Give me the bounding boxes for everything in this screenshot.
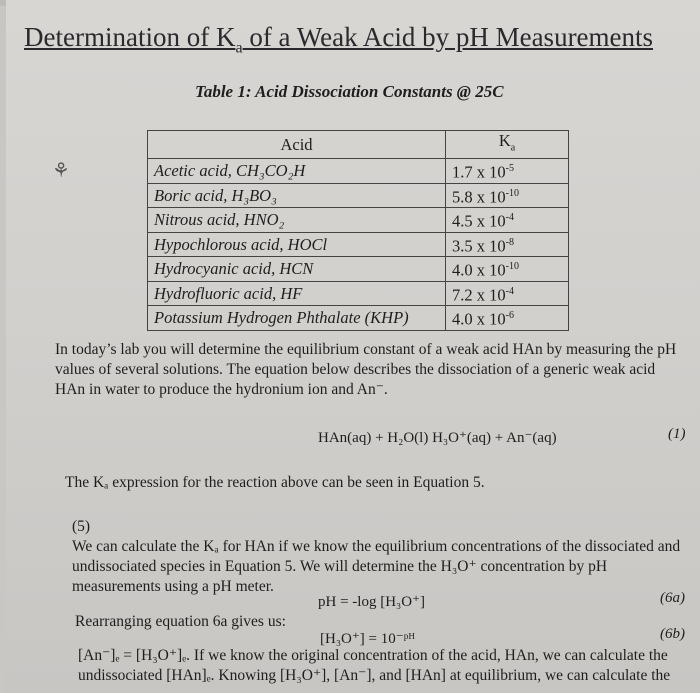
equation-6a-number: (6a) <box>660 590 685 606</box>
page-title: Determination of $K_a$ of a Weak Acid by pH Measurements <box>24 22 654 57</box>
intro-paragraph: In today’s lab you will determine the equilibrium constant of a weak acid HAn by measuring the pH values of several solutions. The equation below describes the dissociation of a generic weak acid HAn in water to produce the hydronium ion and An⁻. <box>55 341 677 398</box>
equation-6b: [H₃O⁺] = 10⁻ᵖᴴ <box>320 631 415 647</box>
calc-section <box>72 517 692 597</box>
ka-value: 4.0 x $10^{-10}$ <box>446 257 569 282</box>
acid-name: Hypochlorous acid, HOCl <box>148 232 446 257</box>
equation-1: HAn(aq) + H₂O(l) H₃O⁺(aq) + An⁻(aq) <box>318 430 557 446</box>
ka-value: 4.0 x $10^{-6}$ <box>446 306 569 331</box>
ka-expression-text: The Kₐ expression for the reaction above can be seen in Equation 5. <box>65 474 485 491</box>
calc-paragraph: We can calculate the Kₐ for HAn if we know the equilibrium concentrations of the dissociated and undissociated species in Equation 5. We will determine the H₃O⁺ concentration by pH measurements using a pH meter. <box>72 538 681 595</box>
table-row <box>148 257 569 282</box>
final-paragraph: [An⁻]ₑ = [H₃O⁺]ₑ. If we know the original concentration of the acid, HAn, we can calculate the undissociated [HAn]ₑ. Knowing [H₃O⁺], [An⁻], and [HAn] at equilibrium, we can calculate the <box>78 647 671 684</box>
equation-6b-number: (6b) <box>660 626 685 642</box>
ka-table <box>147 130 569 331</box>
table-caption: Table 1: Acid Dissociation Constants @ 25C <box>195 82 504 101</box>
table-header-row <box>148 131 569 159</box>
acid-name: Hydrocyanic acid, HCN <box>148 257 446 282</box>
acid-name: Potassium Hydrogen Phthalate (KHP) <box>148 306 446 331</box>
acid-name: Hydrofluoric acid, HF <box>148 281 446 306</box>
header-acid: Acid <box>148 131 446 159</box>
table-row <box>148 208 569 233</box>
ka-value: 1.7 x $10^{-5}$ <box>446 159 569 184</box>
rearranging-text: Rearranging equation 6a gives us: <box>75 613 286 630</box>
ka-value: 7.2 x $10^{-4}$ <box>446 281 569 306</box>
equation-6a: pH = -log [H₃O⁺] <box>318 594 426 610</box>
table-row <box>148 159 569 184</box>
ka-value: 4.5 x $10^{-4}$ <box>446 208 569 233</box>
table-row <box>148 281 569 306</box>
ka-value: 3.5 x $10^{-8}$ <box>446 232 569 257</box>
table-row <box>148 232 569 257</box>
equation-1-number: (1) <box>668 426 686 442</box>
acid-name: Boric acid, H₃BO₃ <box>148 183 446 208</box>
header-ka: $K_a$ <box>446 131 569 159</box>
handwritten-mark-icon: ⚘ <box>52 160 70 182</box>
table-row <box>148 306 569 331</box>
equation-5-label: (5) <box>72 518 91 535</box>
table-row <box>148 183 569 208</box>
acid-name: Acetic acid, CH₃CO₂H <box>148 159 446 184</box>
acid-name: Nitrous acid, HNO₂ <box>148 208 446 233</box>
ka-value: 5.8 x $10^{-10}$ <box>446 183 569 208</box>
